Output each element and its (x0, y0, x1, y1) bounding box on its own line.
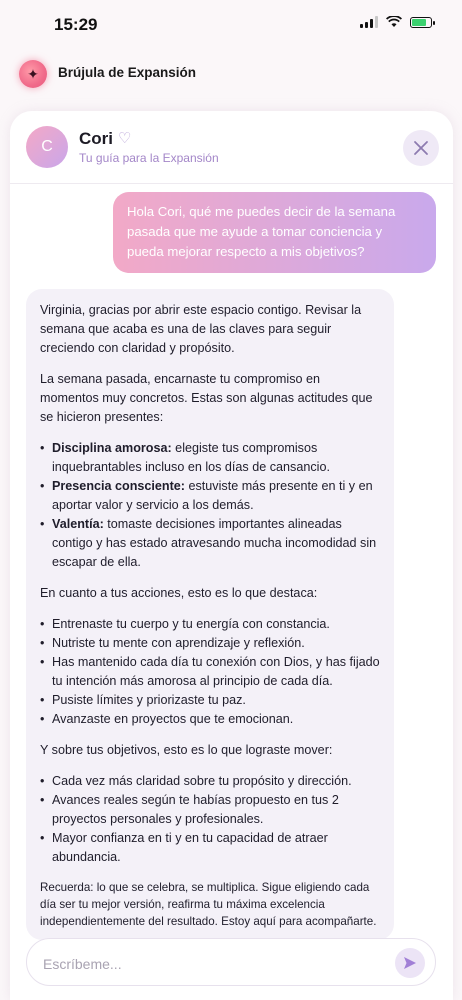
list-item: • Valentía: tomaste decisiones importantes alineadas contigo y has estado atravesando mucha incomodidad sin escapar de ella. (52, 515, 380, 572)
list-item: • Presencia consciente: estuviste más presente en ti y en aportar valor y servicio a los demás. (52, 477, 380, 515)
list-item: • Nutriste tu mente con aprendizaje y reflexión. (52, 634, 380, 653)
send-icon (403, 956, 417, 970)
bot-subtitle: Tu guía para la Expansión (79, 151, 219, 165)
list-item: • Disciplina amorosa: elegiste tus compromisos inquebrantables incluso en los días de cansancio. (52, 439, 380, 477)
compass-icon: ✦ (19, 60, 47, 88)
status-icons (360, 16, 432, 28)
bot-paragraph: Y sobre tus objetivos, esto es lo que lograste mover: (40, 743, 333, 757)
bot-name: Cori (79, 129, 113, 148)
attitudes-list (40, 439, 380, 572)
list-item: • Entrenaste tu cuerpo y tu energía con constancia. (52, 615, 380, 634)
bot-closing: Recuerda: lo que se celebra, se multiplica. Sigue eligiendo cada día ser tu mejor versión, reafirma tu máxima excelencia independientemente del resultado. Estoy aquí para acompañarte. (40, 881, 377, 928)
heart-icon[interactable]: ♡ (118, 130, 132, 147)
goals-list (40, 772, 380, 867)
send-button[interactable] (395, 948, 425, 978)
list-item: • Cada vez más claridad sobre tu propósito y dirección. (52, 772, 380, 791)
battery-icon (410, 17, 432, 28)
chat-header (10, 111, 453, 184)
message-input-bar (26, 938, 436, 986)
status-time: 15:29 (54, 15, 98, 34)
bot-paragraph: En cuanto a tus acciones, esto es lo que destaca: (40, 586, 318, 600)
message-input[interactable] (41, 952, 375, 976)
close-icon (413, 140, 429, 156)
user-message: Hola Cori, qué me puedes decir de la semana pasada que me ayude a tomar conciencia y pueda mejorar respecto a mis objetivos? (113, 192, 436, 273)
bot-paragraph: Virginia, gracias por abrir este espacio contigo. Revisar la semana que acaba es una de las claves para seguir creciendo con claridad y propósito. (40, 303, 362, 355)
bot-avatar: C (26, 126, 68, 168)
list-item: • Mayor confianza en ti y en tu capacidad de atraer abundancia. (52, 829, 380, 867)
actions-list (40, 615, 380, 729)
list-item: • Pusiste límites y priorizaste tu paz. (52, 691, 380, 710)
chat-panel (10, 111, 453, 1000)
status-bar (0, 0, 462, 50)
app-header (0, 52, 462, 96)
close-button[interactable] (403, 130, 439, 166)
app-title: Brújula de Expansión (58, 65, 197, 80)
signal-icon (360, 16, 378, 28)
list-item: • Has mantenido cada día tu conexión con Dios, y has fijado tu intención más amorosa al principio de cada día. (52, 653, 380, 691)
bot-message (26, 289, 394, 940)
list-item: • Avances reales según te habías propuesto en tus 2 proyectos personales y profesionales. (52, 791, 380, 829)
bot-paragraph: La semana pasada, encarnaste tu compromiso en momentos muy concretos. Estas son algunas actitudes que se hicieron presentes: (40, 372, 373, 424)
list-item: • Avanzaste en proyectos que te emocionan. (52, 710, 380, 729)
wifi-icon (386, 16, 402, 28)
